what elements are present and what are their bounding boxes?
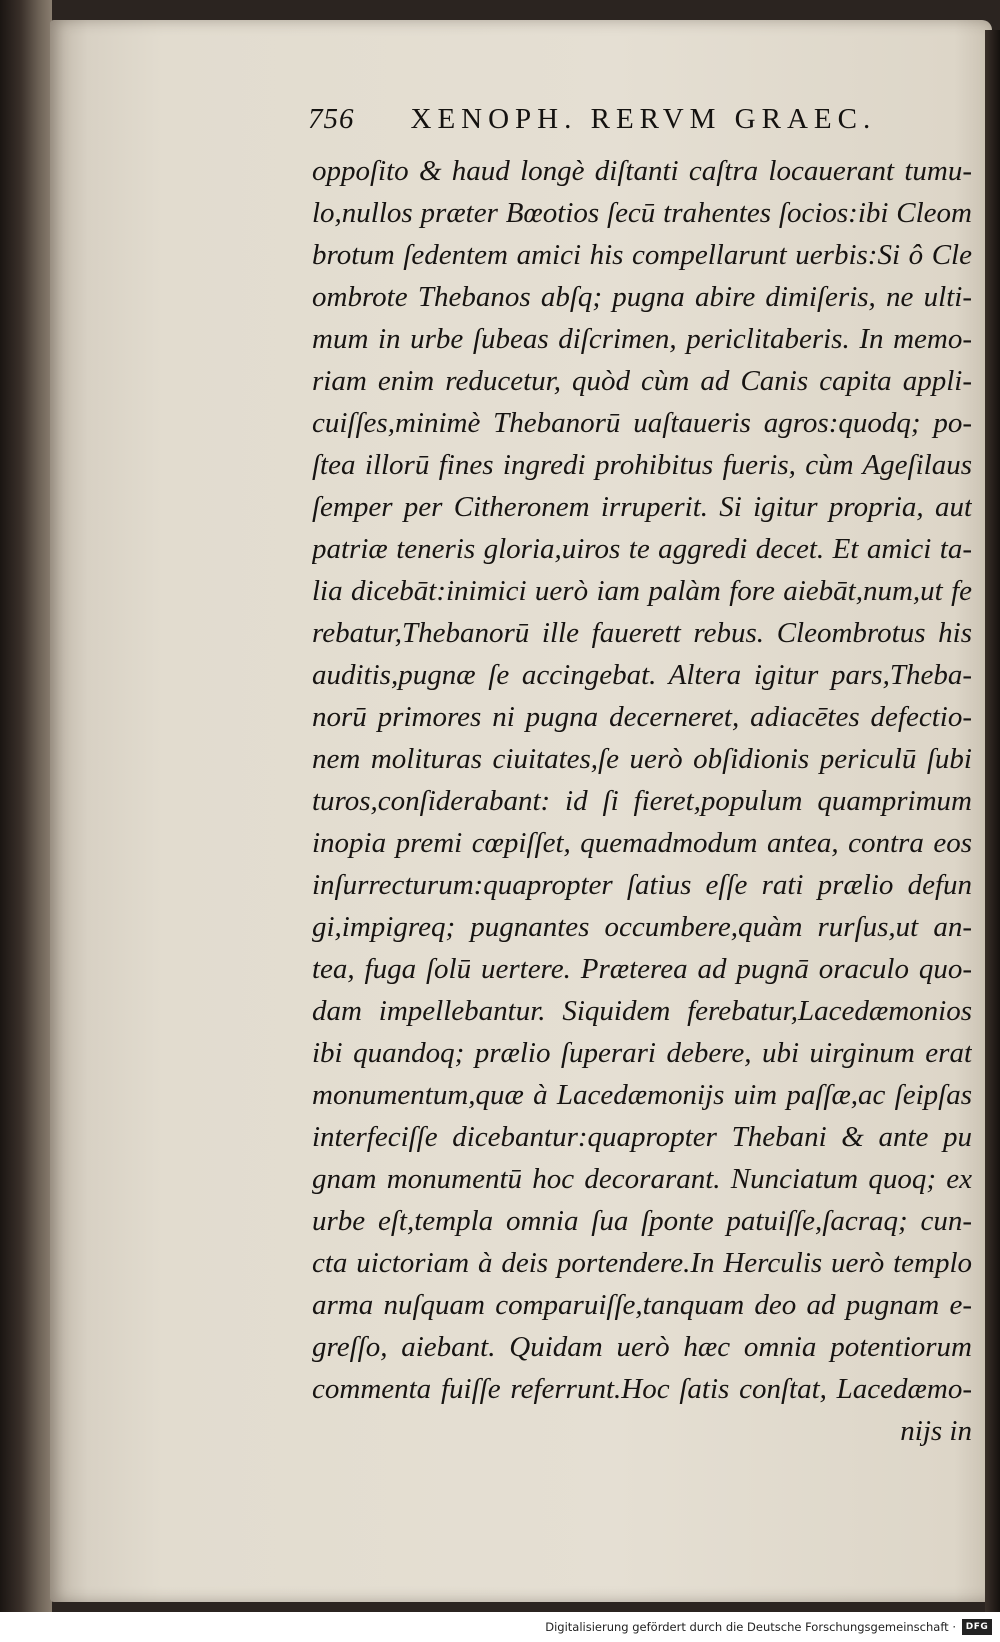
text-line: dam impellebantur. Siquidem ferebatur,Lacedæmonios xyxy=(312,995,972,1027)
text-line: auditis,pugnæ ſe accingebat. Altera igitur pars,Theba- xyxy=(312,659,972,691)
text-line: lia dicebāt:inimici uerò iam palàm fore aiebāt,num,ut fe xyxy=(312,575,972,607)
text-line: inſurrecturum:quapropter ſatius eſſe rati prælio defun xyxy=(312,869,972,901)
text-line: mum in urbe ſubeas diſcrimen, periclitaberis. In memo- xyxy=(312,323,972,355)
text-line: greſſo, aiebant. Quidam uerò hæc omnia potentiorum xyxy=(312,1331,972,1363)
text-line: arma nuſquam comparuiſſe,tanquam deo ad pugnam e- xyxy=(312,1289,972,1321)
text-line: oppoſito & haud longè diſtanti caſtra locauerant tumu- xyxy=(312,155,972,187)
text-line: turos,conſiderabant: id ſi fieret,populum quamprimum xyxy=(312,785,972,817)
text-line: lo,nullos præter Bœotios ſecū trahentes ſocios:ibi Cleom xyxy=(312,197,972,229)
text-line: norū primores ni pugna decerneret, adiacētes defectio- xyxy=(312,701,972,733)
dfg-logo: DFG xyxy=(962,1619,992,1635)
page-header xyxy=(308,103,888,143)
text-line: gi,impigreq; pugnantes occumbere,quàm rurſus,ut an- xyxy=(312,911,972,943)
text-line: inopia premi cœpiſſet, quemadmodum antea, contra eos xyxy=(312,827,972,859)
text-line: patriæ teneris gloria,uiros te aggredi decet. Et amici ta- xyxy=(312,533,972,565)
text-line: cta uictoriam à deis portendere.In Herculis uerò templo xyxy=(312,1247,972,1279)
running-title: XENOPH. RERVM GRAEC. xyxy=(410,103,877,135)
text-line: commenta fuiſſe referrunt.Hoc ſatis conſtat, Lacedæmo- xyxy=(312,1373,972,1405)
text-line: ombrote Thebanos abſq; pugna abire dimiſeris, ne ulti- xyxy=(312,281,972,313)
text-line: urbe eſt,templa omnia ſua ſponte patuiſſe,ſacraq; cun- xyxy=(312,1205,972,1237)
body-text xyxy=(312,150,972,1452)
text-line: cuiſſes,minimè Thebanorū uaſtaueris agros:quodq; po- xyxy=(312,407,972,439)
text-line: riam enim reducetur, quòd cùm ad Canis capita appli- xyxy=(312,365,972,397)
text-line: ibi quandoq; prælio ſuperari debere, ubi uirginum erat xyxy=(312,1037,972,1069)
text-line: tea, fuga ſolū uertere. Præterea ad pugnā oraculo quo- xyxy=(312,953,972,985)
text-line: gnam monumentū hoc decorarant. Nunciatum quoq; ex xyxy=(312,1163,972,1195)
page-edge-shadow xyxy=(985,30,1000,1612)
text-line: monumentum,quæ à Lacedæmonijs uim paſſæ,ac ſeipſas xyxy=(312,1079,972,1111)
text-line: nem molituras ciuitates,ſe uerò obſidionis periculū ſubi xyxy=(312,743,972,775)
text-line: ſemper per Citheronem irruperit. Si igitur propria, aut xyxy=(312,491,972,523)
book-spine xyxy=(0,0,52,1612)
funding-credit: Digitalisierung gefördert durch die Deutsche Forschungsgemeinschaft · xyxy=(545,1620,956,1634)
text-line: ſtea illorū fines ingredi prohibitus fueris, cùm Ageſilaus xyxy=(312,449,972,481)
text-line: interfeciſſe dicebantur:quapropter Thebani & ante pu xyxy=(312,1121,972,1153)
page-number: 756 xyxy=(308,103,355,135)
text-line: nijs in xyxy=(900,1415,972,1447)
text-line: brotum ſedentem amici his compellarunt uerbis:Si ô Cle xyxy=(312,239,972,271)
footer-bar xyxy=(0,1612,1000,1642)
text-line: rebatur,Thebanorū ille fauerett rebus. Cleombrotus his xyxy=(312,617,972,649)
